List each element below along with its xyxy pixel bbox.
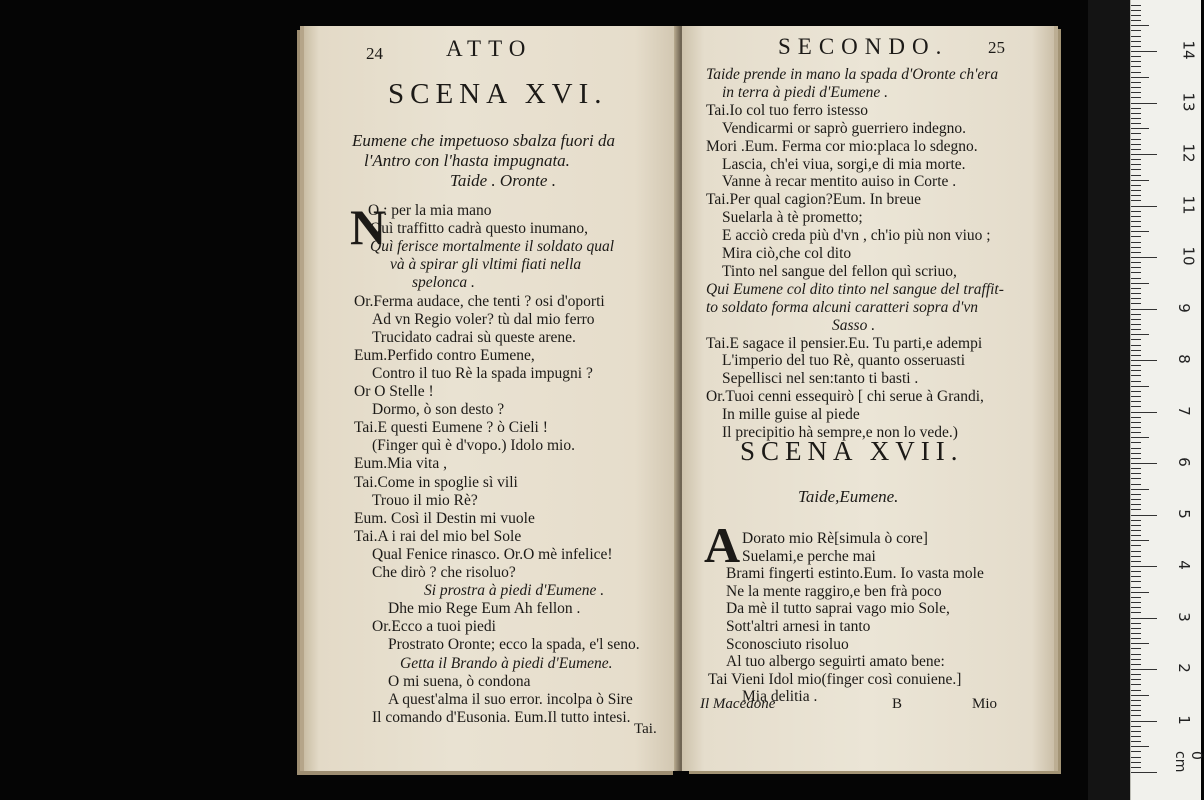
ruler-tick [1131, 329, 1141, 330]
ruler-number: 8 [1174, 354, 1193, 364]
ruler-tick [1131, 113, 1141, 114]
ruler-tick [1131, 262, 1141, 263]
ruler-number: 7 [1174, 405, 1193, 416]
ruler-tick [1131, 51, 1157, 52]
ruler-tick [1131, 628, 1141, 629]
ruler-tick [1131, 41, 1141, 42]
ruler-tick [1131, 190, 1141, 191]
ruler-tick [1131, 535, 1141, 536]
ruler-number: 9 [1174, 302, 1193, 313]
ruler-tick [1131, 231, 1149, 232]
verse-line: Suelarla à tè prometto; [722, 209, 863, 227]
verse-line: Sott'altri arnesi in tanto [726, 618, 871, 635]
verse-line: Prostrato Oronte; ecco la spada, e'l seno. [388, 636, 640, 654]
ruler-tick [1131, 154, 1157, 155]
verse-line: Tai Vieni Idol mio(finger così conuiene.] [708, 670, 962, 688]
ruler-tick [1131, 561, 1141, 562]
open-book [300, 26, 1060, 774]
ruler-tick [1131, 468, 1141, 469]
ruler-tick [1131, 576, 1141, 577]
ruler-tick [1131, 278, 1141, 279]
ruler-tick [1131, 664, 1141, 665]
verse-line: Il comando d'Eusonia. Eum.Il tutto intesi. [372, 708, 631, 726]
verse-line: Al tuo albergo seguirti amato bene: [726, 653, 945, 671]
scene-xvii-title: SCENA XVII. [740, 436, 964, 466]
ruler-tick [1131, 144, 1141, 145]
ruler-tick [1131, 489, 1149, 490]
ruler-tick [1131, 453, 1141, 454]
ruler-tick [1131, 530, 1141, 531]
verse-line: Il precipitio hà sempre,e non lo vede.) [722, 424, 958, 441]
verse-line: In mille guise al piede [722, 406, 860, 424]
ruler-tick [1131, 391, 1141, 392]
ruler-tick [1131, 618, 1157, 619]
ruler-number: 11 [1179, 194, 1198, 215]
ruler-tick [1131, 710, 1141, 711]
verse-line: Tai.A i rai del mio bel Sole [354, 527, 522, 545]
ruler-tick [1131, 442, 1141, 443]
ruler-tick [1131, 690, 1141, 691]
verse-line: Brami fingerti estinto.Eum. Io vasta mole [726, 565, 984, 583]
scene-xvi-characters: Taide . Oronte . [450, 171, 556, 190]
ruler-tick [1131, 545, 1141, 546]
ruler-number: 2 [1174, 663, 1193, 673]
ruler-tick [1131, 417, 1141, 418]
verse-line: Tai.E sagace il pensier.Eu. Tu parti,e adempi [706, 334, 983, 352]
ruler-tick [1131, 566, 1157, 567]
verse-line: Or.Ferma audace, che tenti ? osi d'oporti [354, 292, 605, 310]
ruler-tick [1131, 334, 1149, 335]
verse-line: in terra à piedi d'Eumene . [722, 83, 889, 101]
ruler-tick [1131, 309, 1157, 310]
ruler-tick [1131, 767, 1141, 768]
ruler-tick [1131, 236, 1141, 237]
ruler-tick [1131, 633, 1141, 634]
verse-line: Getta il Brando à piedi d'Eumene. [400, 654, 613, 672]
verse-line: Che dirò ? che risoluo? [372, 564, 516, 581]
verse-line: L'imperio del tuo Rè, quanto osseruasti [722, 352, 965, 370]
ruler-tick [1131, 247, 1141, 248]
ruler-tick [1131, 679, 1141, 680]
ruler-tick [1131, 355, 1141, 356]
ruler-number: 10 [1179, 246, 1198, 266]
ruler-tick [1131, 169, 1141, 170]
right-catchword: Mio [972, 696, 998, 712]
verse-line: Tai.Per qual cagion?Eum. In breue [706, 191, 921, 209]
verse-line: Qual Fenice rinasco. Or.O mè infelice! [372, 545, 613, 563]
ruler-tick [1131, 643, 1149, 644]
ruler-tick [1131, 499, 1141, 500]
right-page-number: 25 [988, 38, 1005, 57]
ruler-tick [1131, 108, 1141, 109]
ruler-tick [1131, 406, 1141, 407]
stage-direction-line: Eumene che impetuoso sbalza fuori da [352, 131, 615, 150]
ruler-number: 1 [1174, 714, 1193, 725]
ruler-tick [1131, 324, 1141, 325]
verse-line: Tinto nel sangue del fellon quì scriuo, [722, 262, 957, 280]
left-catchword: Tai. [634, 721, 657, 737]
ruler-tick [1131, 695, 1149, 696]
ruler-tick [1131, 185, 1141, 186]
ruler-tick [1131, 484, 1141, 485]
ruler-tick [1131, 587, 1141, 588]
ruler-tick [1131, 283, 1149, 284]
ruler-tick [1131, 422, 1141, 423]
verse-line: Tai.Come in spoglie sì vili [354, 473, 518, 491]
ruler-tick [1131, 648, 1141, 649]
verse-line: Lascia, ch'ei viua, sorgi,e di mia morte. [722, 155, 966, 173]
verse-line: Da mè il tutto saprai vago mio Sole, [726, 600, 950, 618]
ruler-tick [1131, 20, 1141, 21]
verse-line: Eum.Mia vita , [354, 455, 447, 473]
ruler-tick [1131, 473, 1141, 474]
ruler-tick [1131, 128, 1149, 129]
ruler-tick [1131, 432, 1141, 433]
ruler-tick [1131, 97, 1141, 98]
ruler-tick [1131, 267, 1141, 268]
ruler-tick [1131, 494, 1141, 495]
ruler-tick [1131, 762, 1141, 763]
verse-line: spelonca . [412, 274, 475, 292]
ruler-tick [1131, 715, 1141, 716]
ruler-tick [1131, 659, 1141, 660]
verse-line: to soldato forma alcuni caratteri sopra d'vn [706, 298, 978, 316]
ruler-tick [1131, 746, 1149, 747]
ruler-tick [1131, 293, 1141, 294]
ruler-tick [1131, 370, 1141, 371]
verse-line: Ad vn Regio voler? tù dal mio ferro [372, 310, 595, 328]
ruler-tick [1131, 195, 1141, 196]
left-page [304, 26, 680, 771]
verse-line: Or.Tuoi cenni essequirò [ chi serue à Grandi, [706, 388, 984, 406]
verse-line: O mi suena, ò condona [388, 672, 531, 690]
left-page-number: 24 [366, 44, 383, 63]
right-footer-title: Il Macedone [700, 696, 776, 712]
ruler-tick [1131, 525, 1141, 526]
ruler-tick [1131, 638, 1141, 639]
ruler-tick [1131, 66, 1141, 67]
ruler-tick [1131, 741, 1141, 742]
ruler-tick [1131, 736, 1141, 737]
ruler-number: 3 [1174, 611, 1193, 622]
ruler-tick [1131, 288, 1141, 289]
ruler-tick [1131, 551, 1141, 552]
verse-line: Eum.Perfido contro Eumene, [354, 346, 535, 364]
ruler-number: 13 [1179, 91, 1198, 112]
ruler-number: 5 [1174, 508, 1193, 519]
ruler-tick [1131, 175, 1141, 176]
verse-line: Mira ciò,che col dito [722, 245, 852, 262]
ruler-tick [1131, 458, 1141, 459]
ruler-tick [1131, 396, 1141, 397]
ruler-tick [1131, 200, 1141, 201]
ruler-tick [1131, 772, 1157, 773]
ruler-tick [1131, 72, 1141, 73]
ruler-tick [1131, 226, 1141, 227]
verse-line: Taide prende in mano la spada d'Oronte ch'era [706, 66, 999, 83]
ruler-tick [1131, 463, 1157, 464]
ruler-number: 6 [1174, 457, 1193, 467]
gathering-signature: B [892, 696, 903, 712]
ruler-tick [1131, 345, 1141, 346]
verse-line: Suelami,e perche mai [742, 547, 876, 565]
verse-line: Tai.E questi Eumene ? ò Cieli ! [354, 419, 548, 437]
verse-line: và à spirar gli vltimi fiati nella [390, 256, 582, 274]
ruler-tick [1131, 10, 1141, 11]
ruler-unit-label: 0 cm [1172, 751, 1204, 773]
ruler-tick [1131, 571, 1141, 572]
verse-line: Mia delitia . [742, 688, 818, 706]
verse-line: Or.Ecco a tuoi piedi [372, 618, 496, 636]
ruler-tick [1131, 252, 1141, 253]
ruler-tick [1131, 339, 1141, 340]
ruler-tick [1131, 515, 1157, 516]
verse-line: Mori .Eum. Ferma cor mio:placa lo sdegno. [706, 137, 978, 155]
verse-line: Sconosciuto risoluo [726, 635, 849, 653]
ruler-tick [1131, 30, 1141, 31]
ruler-tick [1131, 556, 1141, 557]
ruler-tick [1131, 216, 1141, 217]
ruler-tick [1131, 118, 1141, 119]
measurement-ruler [1130, 0, 1204, 800]
verse-line: Trucidato cadrai sù queste arene. [372, 328, 576, 346]
ruler-tick [1131, 705, 1141, 706]
right-running-head: SECONDO. [778, 34, 949, 59]
ruler-tick [1131, 303, 1141, 304]
ruler-tick [1131, 437, 1149, 438]
verse-line: Contro il tuo Rè la spada impugni ? [372, 364, 593, 382]
ruler-tick [1131, 401, 1141, 402]
ruler-tick [1131, 751, 1141, 752]
ruler-tick [1131, 272, 1141, 273]
verse-line: Vendicarmi or saprò guerriero indegno. [722, 119, 967, 137]
ruler-tick [1131, 25, 1149, 26]
verse-line: Quì ferisce mortalmente il soldato qual [370, 238, 615, 256]
ruler-tick [1131, 757, 1141, 758]
ruler-tick [1131, 180, 1149, 181]
ruler-tick [1131, 623, 1141, 624]
ruler-tick [1131, 504, 1141, 505]
stage-direction-line: l'Antro con l'hasta impugnata. [364, 151, 570, 170]
ruler-tick [1131, 654, 1141, 655]
ruler-tick [1131, 15, 1141, 16]
ruler-tick [1131, 478, 1141, 479]
verse-line: Si prostra à piedi d'Eumene . [424, 582, 605, 600]
verse-line: Vanne à recar mentito auiso in Corte . [722, 173, 957, 191]
ruler-tick [1131, 77, 1149, 78]
ruler-tick [1131, 386, 1149, 387]
scene-xvii-characters: Taide,Eumene. [798, 487, 899, 506]
verse-line: Tai.Io col tuo ferro istesso [706, 101, 869, 119]
ruler-tick [1131, 427, 1141, 428]
ruler-tick [1131, 92, 1141, 93]
ruler-tick [1131, 612, 1141, 613]
ruler-tick [1131, 602, 1141, 603]
ruler-tick [1131, 149, 1141, 150]
ruler-tick [1131, 242, 1141, 243]
ruler-tick [1131, 674, 1141, 675]
ruler-tick [1131, 592, 1149, 593]
ruler-tick [1131, 5, 1141, 6]
ruler-number: 14 [1179, 40, 1198, 60]
drop-cap-a: A [704, 517, 741, 573]
verse-line: Trouo il mio Rè? [372, 491, 478, 509]
right-page [682, 26, 1054, 771]
ruler-tick [1131, 726, 1141, 727]
verse-line: Qui Eumene col dito tinto nel sangue del traffit- [706, 280, 1004, 298]
ruler-tick [1131, 87, 1141, 88]
verse-line: O : per la mia mano [368, 202, 492, 219]
ruler-tick [1131, 448, 1141, 449]
ruler-tick [1131, 298, 1141, 299]
verse-line: Sepellisci nel sen:tanto ti basti . [722, 370, 919, 388]
ruler-tick [1131, 61, 1141, 62]
ruler-tick [1131, 164, 1141, 165]
ruler-tick [1131, 412, 1157, 413]
ruler-tick [1131, 82, 1141, 83]
ruler-tick [1131, 319, 1141, 320]
verse-line: A quest'alma il suo error. incolpa ò Sire [388, 690, 633, 708]
ruler-tick [1131, 509, 1141, 510]
ruler-tick [1131, 123, 1141, 124]
ruler-number: 4 [1174, 560, 1193, 570]
ruler-number: 12 [1179, 143, 1198, 163]
ruler-tick [1131, 721, 1157, 722]
ruler-tick [1131, 607, 1141, 608]
ruler-tick [1131, 257, 1157, 258]
ruler-tick [1131, 581, 1141, 582]
ruler-tick [1131, 211, 1141, 212]
scene-xvi-title: SCENA XVI. [388, 78, 608, 110]
ruler-tick [1131, 139, 1141, 140]
ruler-tick [1131, 56, 1141, 57]
verse-line: Dhe mio Rege Eum Ah fellon . [388, 600, 581, 618]
drop-cap-n: N [350, 199, 387, 255]
dark-backing-board [1088, 0, 1130, 800]
ruler-tick [1131, 381, 1141, 382]
ruler-tick [1131, 540, 1149, 541]
verse-line: Sasso . [832, 316, 876, 334]
verse-line: Ne la mente raggiro,e ben frà poco [726, 582, 942, 600]
ruler-tick [1131, 365, 1141, 366]
ruler-tick [1131, 46, 1141, 47]
verse-line: Or O Stelle ! [354, 383, 434, 400]
verse-line: E acciò creda più d'vn , ch'io più non viuo ; [722, 227, 991, 245]
verse-line: Dormo, ò son desto ? [372, 401, 505, 419]
ruler-tick [1131, 669, 1157, 670]
ruler-tick [1131, 597, 1141, 598]
ruler-tick [1131, 133, 1141, 134]
verse-line: Quì traffitto cadrà questo inumano, [370, 220, 588, 238]
ruler-tick [1131, 360, 1157, 361]
ruler-tick [1131, 700, 1141, 701]
left-running-head: ATTO [446, 36, 533, 61]
ruler-tick [1131, 520, 1141, 521]
ruler-tick [1131, 103, 1157, 104]
ruler-tick [1131, 684, 1141, 685]
verse-line: (Finger quì è d'vopo.) Idolo mio. [372, 437, 575, 455]
ruler-tick [1131, 731, 1141, 732]
ruler-tick [1131, 375, 1141, 376]
verse-line: Dorato mio Rè[simula ò core] [742, 530, 928, 547]
ruler-tick [1131, 206, 1157, 207]
verse-line: Eum. Così il Destin mi vuole [354, 509, 535, 527]
ruler-tick [1131, 36, 1141, 37]
ruler-tick [1131, 314, 1141, 315]
ruler-tick [1131, 221, 1141, 222]
ruler-tick [1131, 159, 1141, 160]
ruler-tick [1131, 350, 1141, 351]
